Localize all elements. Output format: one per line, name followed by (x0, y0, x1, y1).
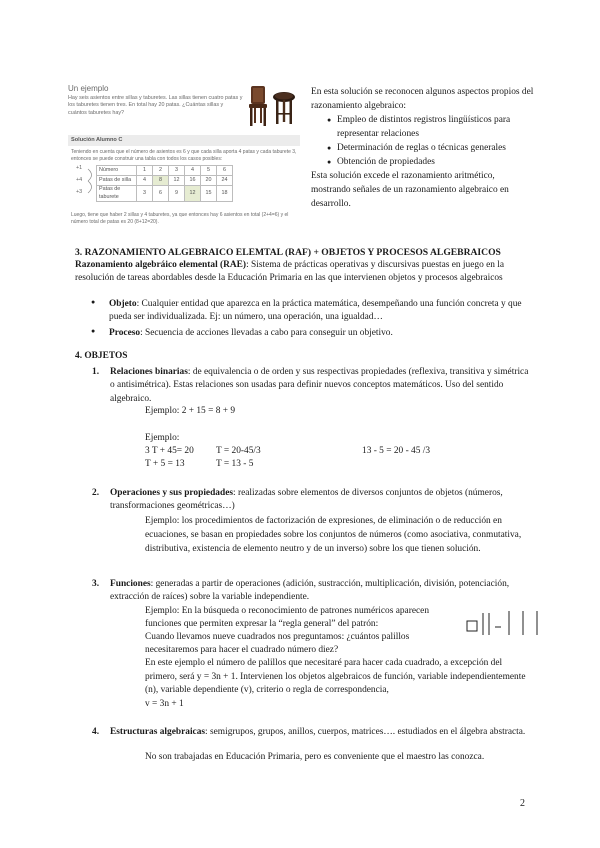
equation-col-1b: T + 5 = 13 (145, 459, 185, 469)
right-intro: En esta solución se reconocen algunos aspectos propios del razonamiento algebraico: (311, 87, 534, 111)
section3-definition (75, 259, 535, 286)
item-number: 2. (92, 488, 100, 498)
item-term: Estructuras algebraicas (110, 727, 206, 737)
table-cell: 3 (137, 186, 153, 202)
item-term: Proceso (109, 327, 141, 338)
item-text: : realizadas sobre elementos de diversos conjuntos de objetos (números, transformaciones geométricas…) (110, 488, 503, 512)
row-label: Patas de taburete (97, 186, 137, 202)
row-label: Patas de silla (97, 176, 137, 186)
equation-col-2b: T = 13 - 5 (216, 459, 254, 469)
arrow-labels (76, 165, 96, 205)
item-number: 3. (92, 579, 100, 589)
stool-icon (272, 91, 296, 125)
table-cell: 20 (201, 176, 217, 186)
table-row (97, 166, 233, 176)
item2-example: Ejemplo: los procedimientos de factorización de expresiones, de eliminación o de reducción en ecuaciones, se basan en propiedades sobre los conjuntos de números (como asociativa, conmutativa, distributiva, existencia de elemento neutro y de un inverso) sobre los que tienen solución. (145, 516, 522, 554)
table-cell: 4 (137, 176, 153, 186)
item4-note: No son trabajadas en Educación Primaria, pero es conveniente que el maestro las conozca. (145, 752, 485, 762)
table-cell-highlight: 12 (185, 186, 201, 202)
right-bullet: ● Determinación de reglas o técnicas generales (311, 141, 536, 155)
section4-heading: 4. OBJETOS (75, 351, 128, 361)
right-outro: Esta solución excede el razonamiento aritmético, mostrando señales de un razonamiento algebraico en desarrollo. (311, 171, 509, 209)
item-term: Operaciones y sus propiedades (110, 488, 234, 498)
figure-final-text: Luego, tiene que haber 2 sillas y 4 taburetes, ya que entonces hay 6 asientos en total (2+4=6) y el número total de patas es 20 (8+12=20). (71, 212, 289, 225)
example-2-label: Ejemplo: (145, 433, 180, 443)
item-funciones (110, 578, 535, 605)
item3-formula: v = 3n + 1 (145, 699, 184, 709)
item3-example-c: En este ejemplo el número de palillos que necesitaré para hacer cada cuadrado, a excepción del primero, será y = 3n + 1. Intervienen los objetos algebraicos de función, variable independientemente (n), variable dependiente (v), criterio o regla de correspondencia, (145, 658, 526, 695)
table-cell: 6 (153, 186, 169, 202)
page-number: 2 (520, 798, 525, 809)
item-number: 1. (92, 367, 100, 377)
item-estructuras (110, 726, 535, 739)
item-text: : generadas a partir de operaciones (adición, sustracción, multiplicación, división, potenciación, extracción de raíces) sobre la variable independiente. (110, 579, 510, 603)
item-relaciones (110, 366, 535, 406)
table-cell: 3 (169, 166, 185, 176)
equation-col-3: 13 - 5 = 20 - 45 /3 (362, 446, 431, 456)
right-bullet: ● Empleo de distintos registros lingüísticos para representar relaciones (311, 113, 536, 141)
list-item (75, 298, 535, 325)
table-cell: 9 (169, 186, 185, 202)
item-text: : semigrupos, grupos, anillos, cuerpos, matrices…. estudiados en el álgebra abstracta. (205, 727, 526, 737)
equation-col-1a: 3 T + 45= 20 (145, 446, 194, 456)
arrow-label: +1 (76, 165, 83, 171)
table-cell: 16 (185, 176, 201, 186)
right-bullet: ● Obtención de propiedades (311, 155, 536, 169)
item3-example-b: Cuando llevamos nueve cuadrados nos preguntamos: ¿cuántos palillos necesitaremos para hacer el cuadrado número diez? (145, 632, 410, 655)
solution-header: Solución Alumno C (68, 135, 300, 146)
row-label: Número (97, 166, 137, 176)
figure-title: Un ejemplo (68, 84, 109, 93)
definition-text: : Sistema de prácticas operativas y discursivas puestas en juego en la resolución de tareas abordables desde la Educación Primaria en las que intervienen objetos y procesos algebraicos (75, 260, 505, 284)
item-term: Relaciones binarias (110, 367, 188, 377)
table-cell: 6 (217, 166, 233, 176)
item3-example-a: Ejemplo: En la búsqueda o reconocimiento de patrones numéricos aparecen funciones que permiten expresar la “regla general” del patrón: (145, 606, 430, 629)
definition-term: Razonamiento algebráico elemental (RAE) (75, 260, 247, 270)
table-cell: 12 (169, 176, 185, 186)
item-text: : Secuencia de acciones llevadas a cabo para conseguir un objetivo. (140, 327, 393, 338)
item-term: Objeto (109, 299, 137, 309)
matchstick-squares-icon (463, 607, 543, 637)
chair-icon (246, 85, 270, 127)
table-cell: 15 (201, 186, 217, 202)
arrow-label: +3 (76, 189, 83, 195)
table-row (97, 176, 233, 186)
table-cell: 18 (217, 186, 233, 202)
section3-list (75, 298, 535, 340)
figure-problem: Hay seis asientos entre sillas y taburetes. Las sillas tienen cuatro patas y los taburetes tienen tres. En total hay 20 patas. ¿Cuántas sillas y cuántos taburetes hay? (68, 95, 243, 116)
right-column (311, 85, 536, 211)
item-operaciones (110, 487, 535, 514)
item-term: Funciones (110, 579, 151, 589)
table-cell: 4 (185, 166, 201, 176)
example-1: Ejemplo: 2 + 15 = 8 + 9 (145, 406, 236, 416)
arrow-label: +4 (76, 177, 83, 183)
item-text: : de equivalencia o de orden y sus respectivas propiedades (reflexiva, transitiva y simétrica o antisimétrica). Estas relaciones son usadas para definir nuevos conceptos matemáticos. Uso del sentido algebraico. (110, 367, 529, 404)
table-cell-highlight: 8 (153, 176, 169, 186)
section3-heading: 3. RAZONAMIENTO ALGEBRAICO ELEMTAL (RAF) + OBJETOS Y PROCESOS ALGEBRAICOS (75, 247, 501, 258)
cases-table (96, 165, 233, 202)
list-item (75, 327, 535, 340)
solution-text: Teniendo en cuenta que el número de asientos es 6 y que cada silla aporta 4 patas y cada taburete 3, entonces se puede construir una tabla con todos los casos posibles: (71, 149, 297, 162)
table-cell: 24 (217, 176, 233, 186)
example-figure (68, 83, 300, 231)
arrow-icon (86, 167, 96, 203)
table-cell: 2 (153, 166, 169, 176)
table-cell: 1 (137, 166, 153, 176)
item-text: : Cualquier entidad que aparezca en la práctica matemática, desempeñando una función concreta y que pueda ser individualizada. Ej: un número, una operación, una igualdad… (109, 299, 522, 323)
table-row (97, 186, 233, 202)
item-number: 4. (92, 727, 100, 737)
table-cell: 5 (201, 166, 217, 176)
equation-col-2a: T = 20-45/3 (216, 446, 261, 456)
